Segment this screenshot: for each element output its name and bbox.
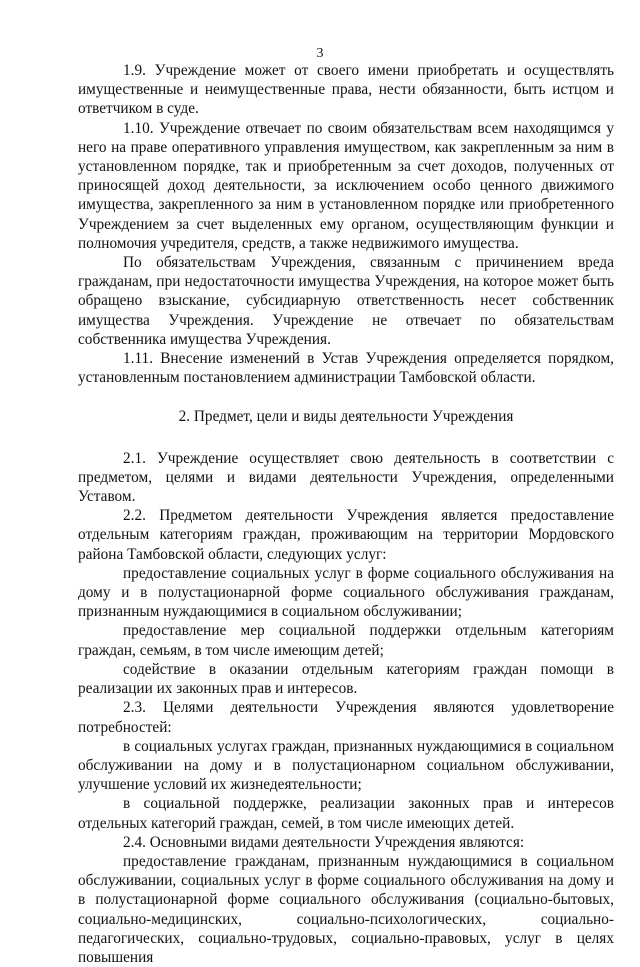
list-item-support-measures: предоставление мер социальной поддержки отдельным категориям граждан, семьям, в том числе имеющим детей;	[78, 622, 614, 659]
paragraph-2-4: 2.4. Основными видами деятельности Учреждения являются:	[123, 833, 525, 851]
document-body	[78, 61, 614, 967]
section-heading-2: 2. Предмет, цели и виды деятельности Учреждения	[178, 408, 514, 426]
paragraph-2-3: 2.3. Целями деятельности Учреждения являются удовлетворение потребностей:	[78, 699, 614, 736]
list-item-needs-support: в социальной поддержке, реализации законных прав и интересов отдельных категорий граждан, семей, в том числе имеющих детей.	[78, 795, 614, 832]
paragraph-1-9: 1.9. Учреждение может от своего имени приобретать и осуществлять имущественные и неимущественные права, нести обязанности, быть истцом и ответчиком в суде.	[78, 62, 614, 118]
paragraph-1-11: 1.11. Внесение изменений в Устав Учреждения определяется порядком, установленным постановлением администрации Тамбовской области.	[78, 350, 614, 387]
list-item-assistance: содействие в оказании отдельным категориям граждан помощи в реализации их законных прав и интересов.	[78, 660, 614, 698]
paragraph-2-2: 2.2. Предметом деятельности Учреждения является предоставление отдельным категориям граждан, проживающим на территории Мордовского района Тамбовской области, следующих услуг:	[78, 507, 614, 563]
paragraph-1-10: 1.10. Учреждение отвечает по своим обязательствам всем находящимся у него на праве оперативного управления имуществом, как закрепленным за ним в установленном порядке, так и приобретенным за счет доходов, полученных от приносящей доход деятельности, за исключением особо ценного движимого имущества, закрепленного за ним в установленном порядке или приобретенного Учреждением за счет выделенных ему органом, осуществляющим функции и полномочия учредителя, средств, а также недвижимого имущества.	[78, 119, 614, 252]
paragraph-liability: По обязательствам Учреждения, связанным с причинением вреда гражданам, при недостаточности имущества Учреждения, на которое может быть обращено взыскание, субсидиарную ответственность несет собственник имущества Учреждения. Учреждение не отвечает по обязательствам собственника имущества Учреждения.	[78, 254, 614, 348]
page-number: 3	[316, 46, 324, 61]
list-item-activities: предоставление гражданам, признанным нуждающимися в социальном обслуживании, социальных услуг в форме социального обслуживания на дому и в полустационарной форме социального обслуживания (социально-бытовых, социально-медицинских, социально-психологических, социально-педагогических, социально-трудовых, социально-правовых, услуг в целях повышения	[78, 852, 614, 966]
paragraph-2-1: 2.1. Учреждение осуществляет свою деятельность в соответствии с предметом, целями и видами деятельности Учреждения, определенными Уставом.	[78, 449, 614, 506]
list-item-needs-services: в социальных услугах граждан, признанных нуждающимися в социальном обслуживании на дому и в полустационарном социальном обслуживании, улучшение условий их жизнедеятельности;	[78, 737, 614, 794]
list-item-social-services: предоставление социальных услуг в форме социального обслуживания на дому и в полустационарной форме социального обслуживания гражданам, признанным нуждающимися в социальном обслуживании;	[78, 564, 614, 621]
